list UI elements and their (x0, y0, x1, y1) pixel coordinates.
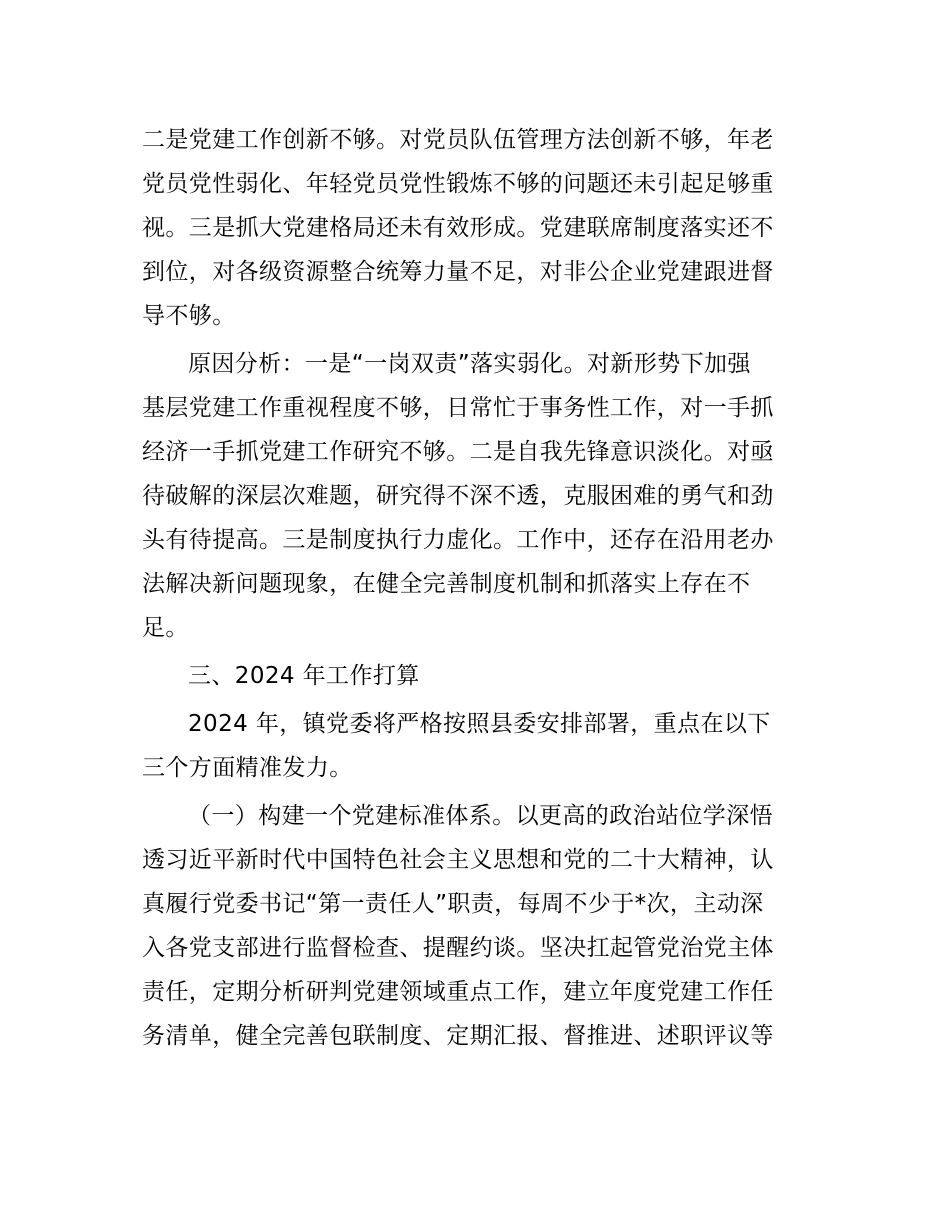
text-line: 透习近平新时代中国特色社会主义思想和党的二十大精神，认 (142, 847, 774, 873)
text-line: 入各党支部进行监督检查、提醒约谈。坚决扛起管党治党主体 (142, 935, 774, 961)
text-line: 务清单，健全完善包联制度、定期汇报、督推进、述职评议等 (142, 1023, 774, 1049)
text-line: 真履行党委书记“第一责任人”职责，每周不少于*次，主动深 (142, 891, 764, 917)
text-line: 党员党性弱化、年轻党员党性锻炼不够的问题还未引起足够重 (142, 171, 774, 197)
text-line: 责任，定期分析研判党建领域重点工作，建立年度党建工作任 (142, 979, 774, 1005)
text-line: 视。三是抓大党建格局还未有效形成。党建联席制度落实还不 (142, 215, 774, 241)
text-line: 法解决新问题现象，在健全完善制度机制和抓落实上存在不 (142, 571, 751, 597)
text-line: 二是党建工作创新不够。对党员队伍管理方法创新不够，年老 (142, 127, 774, 153)
paragraph-cause-analysis (142, 342, 814, 650)
text-line: 足。 (142, 615, 189, 641)
text-line: 待破解的深层次难题，研究得不深不透，克服困难的勇气和劲 (142, 483, 774, 509)
text-line: 基层党建工作重视程度不够，日常忙于事务性工作，对一手抓 (142, 395, 774, 421)
document-body (142, 118, 814, 1062)
paragraph-standard-system (142, 794, 814, 1058)
text-line: （一）构建一个党建标准体系。以更高的政治站位学深悟 (188, 803, 773, 829)
text-line: 2024 年，镇党委将严格按照县委安排部署，重点在以下 (188, 711, 771, 737)
heading-text: 三、2024 年工作打算 (188, 663, 420, 689)
paragraph-2024-overview (142, 702, 814, 790)
text-line: 到位，对各级资源整合统筹力量不足，对非公企业党建跟进督 (142, 259, 774, 285)
paragraph-party-building-innovation (142, 118, 814, 338)
text-line: 三个方面精准发力。 (142, 755, 353, 781)
text-line: 头有待提高。三是制度执行力虚化。工作中，还存在沿用老办 (142, 527, 774, 553)
section-heading-2024-plan (142, 654, 814, 698)
text-line: 经济一手抓党建工作研究不够。二是自我先锋意识淡化。对亟 (142, 439, 774, 465)
text-line: 原因分析：一是“一岗双责”落实弱化。对新形势下加强 (188, 351, 751, 377)
text-line: 导不够。 (142, 303, 236, 329)
